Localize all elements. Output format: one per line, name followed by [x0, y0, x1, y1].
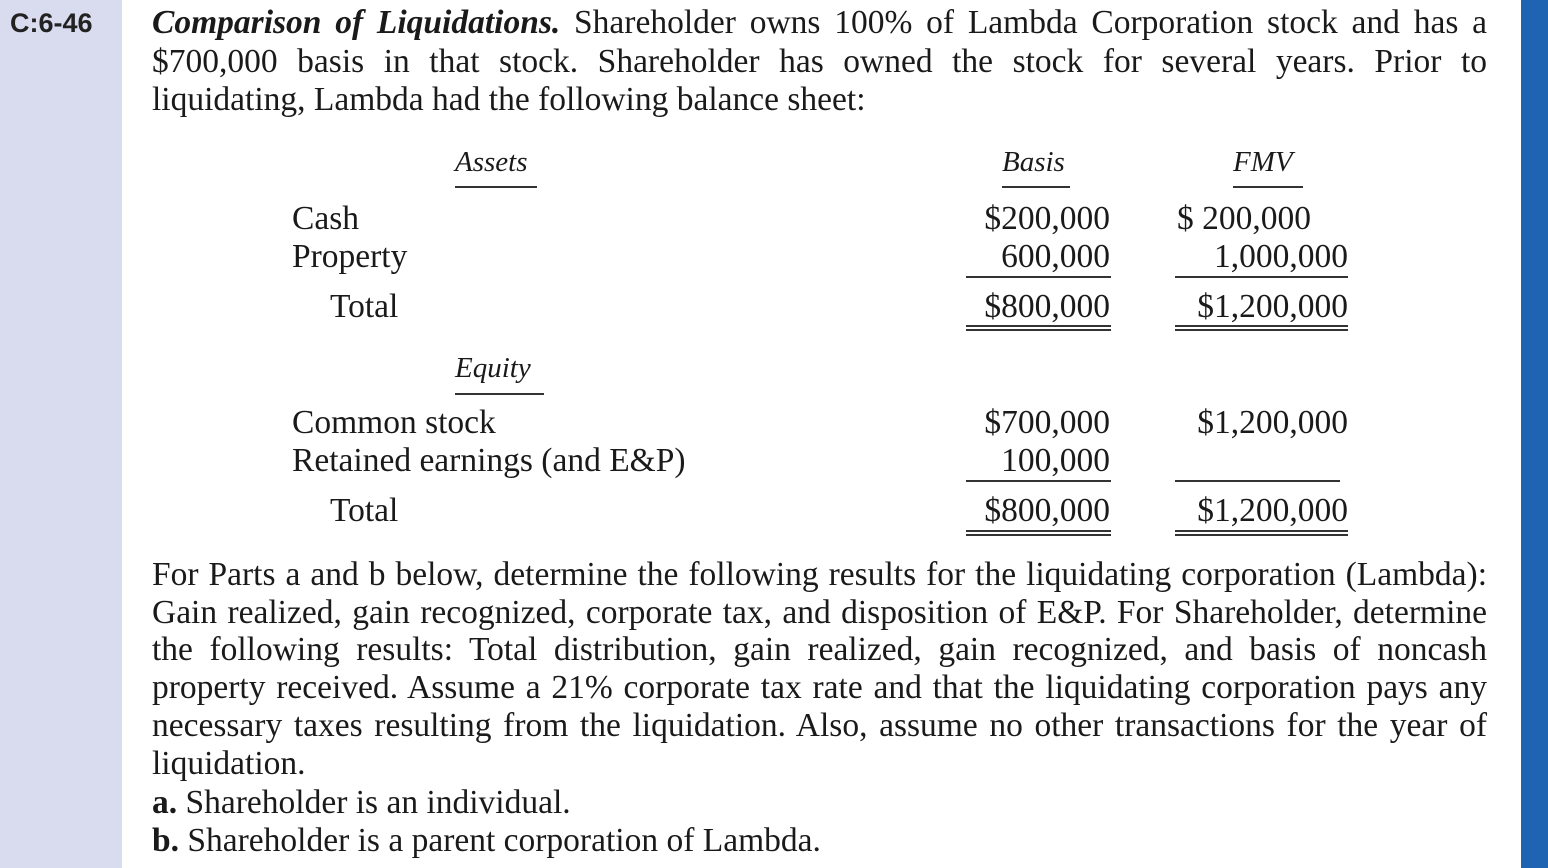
asset-label-cash: Cash [292, 200, 359, 237]
part-b [152, 822, 821, 860]
problem-number: C:6-46 [10, 8, 93, 38]
equity-basis-retained-earnings: 100,000 [1001, 442, 1110, 479]
instructions-paragraph: For Parts a and b below, determine the following results for the liquidating corporation (Lambda): Gain realized, gain recognized, corporate tax, and disposition of E&P. For Shareholder, determine the following results: Total distribution, gain realized, gain recognized, and basis of noncash property received. Assume a 21% corporate tax rate and that the liquidating corporation pays any necessary taxes resulting from the liquidation. Also, assume no other transactions for the year of liquidation. [152, 556, 1487, 782]
equity-total-label: Total [330, 492, 399, 529]
asset-basis-cash: $200,000 [984, 200, 1110, 237]
equity-fmv-total-double-line [1175, 530, 1348, 536]
asset-fmv-cash: $ 200,000 [1177, 200, 1311, 237]
equity-basis-common-stock: $700,000 [984, 404, 1110, 441]
equity-label-common-stock: Common stock [292, 404, 496, 441]
equity-basis-total-double-line [966, 530, 1111, 536]
right-margin-band [1521, 0, 1548, 868]
equity-fmv-common-stock: $1,200,000 [1197, 404, 1348, 441]
asset-total-label: Total [330, 288, 399, 325]
part-b-text: Shareholder is a parent corporation of Lambda. [179, 822, 821, 859]
asset-total-basis: $800,000 [984, 288, 1110, 325]
equity-total-fmv: $1,200,000 [1197, 492, 1348, 529]
asset-fmv-total-double-line [1175, 325, 1348, 331]
part-a-letter: a. [152, 784, 178, 821]
asset-label-property: Property [292, 238, 408, 275]
asset-fmv-subtotal-line [1175, 276, 1348, 278]
fmv-header: FMV [1233, 146, 1293, 178]
basis-header-underline [1002, 186, 1070, 188]
basis-header: Basis [1002, 146, 1065, 178]
assets-header-underline [455, 186, 537, 188]
left-margin-band [0, 0, 122, 868]
part-b-letter: b. [152, 822, 180, 859]
problem-intro [152, 4, 1487, 120]
equity-label-retained-earnings: Retained earnings (and E&P) [292, 442, 686, 479]
equity-basis-subtotal-line [966, 480, 1111, 482]
equity-fmv-subtotal-line [1175, 480, 1340, 482]
equity-total-basis: $800,000 [984, 492, 1110, 529]
problem-title: Comparison of Liquidations. [152, 4, 561, 41]
equity-header: Equity [455, 352, 531, 384]
fmv-header-underline [1233, 186, 1303, 188]
problem-intro-text: Shareholder owns 100% of Lambda Corporation stock and has a $700,000 basis in that stock. Shareholder has owned the stock for several years. Prior to liquidating, Lambda had the following balance sheet: [152, 4, 1488, 118]
asset-basis-subtotal-line [966, 276, 1111, 278]
assets-header: Assets [455, 146, 528, 178]
asset-basis-total-double-line [966, 325, 1111, 331]
asset-total-fmv: $1,200,000 [1197, 288, 1348, 325]
part-a [152, 784, 571, 822]
part-a-text: Shareholder is an individual. [177, 784, 571, 821]
equity-header-underline [455, 393, 544, 395]
asset-basis-property: 600,000 [1001, 238, 1110, 275]
asset-fmv-property: 1,000,000 [1214, 238, 1348, 275]
